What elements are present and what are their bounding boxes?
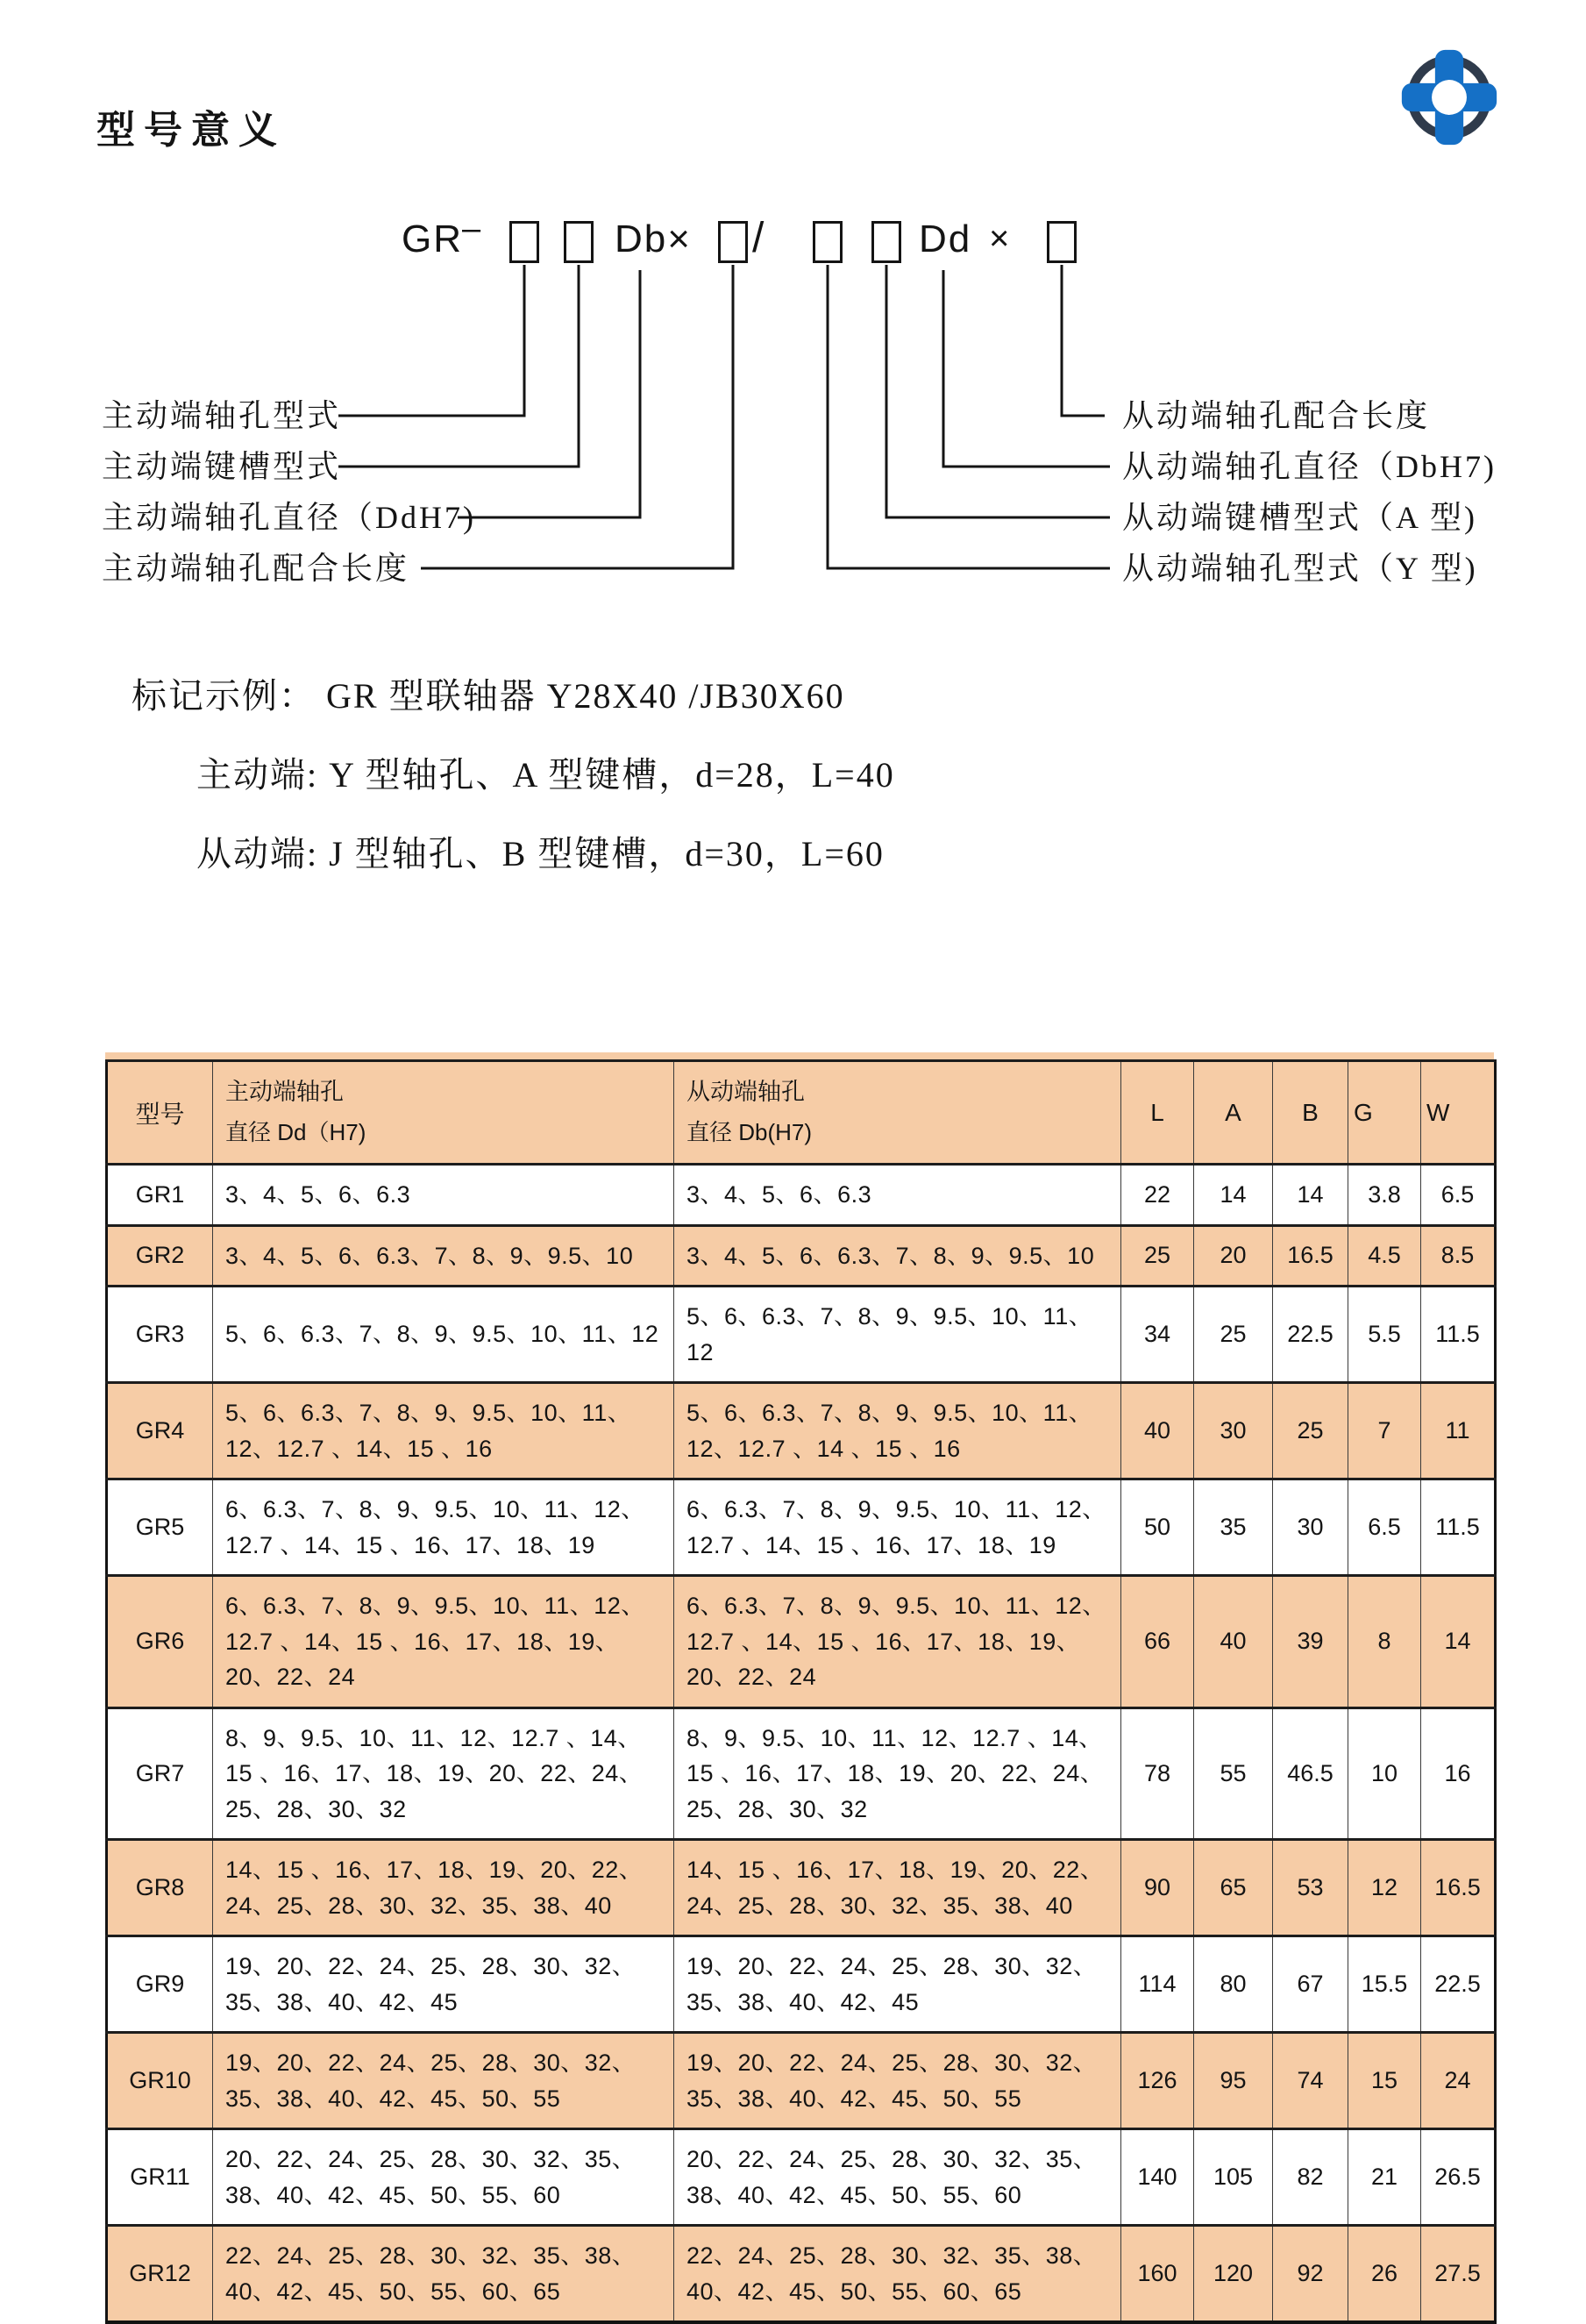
G-cell: 4.5 — [1348, 1225, 1421, 1287]
driven-bore-list-cell: 22、24、25、28、30、32、35、38、40、42、45、50、55、60、65 — [674, 2226, 1121, 2323]
W-cell: 11.5 — [1421, 1287, 1496, 1383]
diagram-label-driven-bore-type: 从动端轴孔型式（Y 型) — [1122, 551, 1478, 586]
drive-bore-list-cell: 22、24、25、28、30、32、35、38、40、42、45、50、55、60、65 — [213, 2226, 674, 2323]
table-row — [107, 1936, 1496, 2033]
header-driven-bore — [674, 1061, 1121, 1165]
G-cell: 26 — [1348, 2226, 1421, 2323]
A-cell: 20 — [1194, 1225, 1273, 1287]
W-cell: 11.5 — [1421, 1479, 1496, 1576]
spec-table — [105, 1059, 1497, 2324]
formula-times: × — [989, 219, 1012, 258]
model-cell: GR10 — [107, 2033, 213, 2129]
A-cell: 35 — [1194, 1479, 1273, 1576]
driven-bore-list-cell: 5、6、6.3、7、8、9、9.5、10、11、12、12.7 、14 、15 、16 — [674, 1383, 1121, 1479]
W-cell: 16 — [1421, 1707, 1496, 1840]
G-cell: 3.8 — [1348, 1165, 1421, 1226]
model-cell: GR8 — [107, 1840, 213, 1936]
formula-box-drive-bore-type — [509, 221, 539, 263]
B-cell: 14 — [1273, 1165, 1348, 1226]
B-cell: 82 — [1273, 2129, 1348, 2226]
diagram-label-driven-key-type: 从动端键槽型式（A 型) — [1122, 500, 1478, 535]
model-cell: GR5 — [107, 1479, 213, 1576]
A-cell: 95 — [1194, 2033, 1273, 2129]
model-cell: GR12 — [107, 2226, 213, 2323]
driven-bore-list-cell: 6、6.3、7、8、9、9.5、10、11、12、12.7 、14、15 、16、17、18、19、20、22、24 — [674, 1576, 1121, 1708]
header-W: W — [1421, 1061, 1496, 1165]
formula-box-driven-key-type — [871, 221, 901, 263]
A-cell: 40 — [1194, 1576, 1273, 1708]
A-cell: 30 — [1194, 1383, 1273, 1479]
diagram-label-drive-fit-length: 主动端轴孔配合长度 — [102, 551, 410, 586]
marking-example-driven-end: 从动端: J 型轴孔、B 型键槽，d=30，L=60 — [196, 834, 885, 873]
connector-line — [458, 270, 640, 517]
model-cell: GR7 — [107, 1707, 213, 1840]
header-driven-bore-title: 从动端轴孔 — [686, 1079, 805, 1106]
L-cell: 140 — [1121, 2129, 1194, 2226]
L-cell: 25 — [1121, 1225, 1194, 1287]
connector-line — [1062, 265, 1105, 416]
diagram-label-drive-bore-type: 主动端轴孔型式 — [102, 398, 342, 433]
L-cell: 50 — [1121, 1479, 1194, 1576]
L-cell: 66 — [1121, 1576, 1194, 1708]
table-row — [107, 1287, 1496, 1383]
G-cell: 15.5 — [1348, 1936, 1421, 2033]
coupling-center-hole — [1432, 80, 1467, 115]
W-cell: 6.5 — [1421, 1165, 1496, 1226]
page-title: 型号意义 — [96, 109, 286, 152]
drive-bore-list-cell: 3、4、5、6、6.3、7、8、9、9.5、10 — [213, 1225, 674, 1287]
header-G: G — [1348, 1061, 1421, 1165]
connector-line — [338, 265, 524, 416]
marking-example-title: 标记示例： GR 型联轴器 Y28X40 /JB30X60 — [132, 676, 845, 716]
diagram-label-driven-diameter: 从动端轴孔直径（DbH7) — [1122, 449, 1497, 484]
formula-box-drive-key-type — [564, 221, 594, 263]
header-row — [107, 1061, 1496, 1165]
W-cell: 26.5 — [1421, 2129, 1496, 2226]
formula-box-drive-fit-length — [718, 221, 748, 263]
B-cell: 30 — [1273, 1479, 1348, 1576]
formula-slash: / — [752, 215, 766, 261]
driven-bore-list-cell: 5、6、6.3、7、8、9、9.5、10、11、12 — [674, 1287, 1121, 1383]
L-cell: 22 — [1121, 1165, 1194, 1226]
connector-line — [886, 265, 1110, 517]
G-cell: 5.5 — [1348, 1287, 1421, 1383]
W-cell: 22.5 — [1421, 1936, 1496, 2033]
table-row — [107, 1165, 1496, 1226]
model-cell: GR4 — [107, 1383, 213, 1479]
drive-bore-list-cell: 6、6.3、7、8、9、9.5、10、11、12、12.7 、14、15 、16、17、18、19 — [213, 1479, 674, 1576]
company-logo — [1399, 47, 1499, 147]
W-cell: 8.5 — [1421, 1225, 1496, 1287]
table-row — [107, 1479, 1496, 1576]
A-cell: 25 — [1194, 1287, 1273, 1383]
model-cell: GR6 — [107, 1576, 213, 1708]
table-row — [107, 1383, 1496, 1479]
model-cell: GR1 — [107, 1165, 213, 1226]
G-cell: 8 — [1348, 1576, 1421, 1708]
table-row — [107, 2226, 1496, 2323]
L-cell: 90 — [1121, 1840, 1194, 1936]
model-cell: GR11 — [107, 2129, 213, 2226]
drive-bore-list-cell: 14、15 、16、17、18、19、20、22、24、25、28、30、32、35、38、40 — [213, 1840, 674, 1936]
formula-drive-diameter: Db× — [615, 217, 692, 260]
L-cell: 126 — [1121, 2033, 1194, 2129]
W-cell: 27.5 — [1421, 2226, 1496, 2323]
drive-bore-list-cell: 20、22、24、25、28、30、32、35、38、40、42、45、50、55、60 — [213, 2129, 674, 2226]
A-cell: 80 — [1194, 1936, 1273, 2033]
G-cell: 10 — [1348, 1707, 1421, 1840]
L-cell: 78 — [1121, 1707, 1194, 1840]
L-cell: 34 — [1121, 1287, 1194, 1383]
driven-bore-list-cell: 19、20、22、24、25、28、30、32、35、38、40、42、45、50、55 — [674, 2033, 1121, 2129]
W-cell: 16.5 — [1421, 1840, 1496, 1936]
table-row — [107, 1576, 1496, 1708]
driven-bore-list-cell: 3、4、5、6、6.3 — [674, 1165, 1121, 1226]
driven-bore-list-cell: 19、20、22、24、25、28、30、32、35、38、40、42、45 — [674, 1936, 1121, 2033]
B-cell: 39 — [1273, 1576, 1348, 1708]
L-cell: 40 — [1121, 1383, 1194, 1479]
header-L: L — [1121, 1061, 1194, 1165]
diagram-label-driven-fit-length: 从动端轴孔配合长度 — [1122, 398, 1431, 433]
model-cell: GR2 — [107, 1225, 213, 1287]
table-row — [107, 1225, 1496, 1287]
drive-bore-list-cell: 5、6、6.3、7、8、9、9.5、10、11、12、12.7 、14、15 、16 — [213, 1383, 674, 1479]
driven-bore-list-cell: 6、6.3、7、8、9、9.5、10、11、12、12.7 、14、15 、16、17、18、19 — [674, 1479, 1121, 1576]
B-cell: 53 — [1273, 1840, 1348, 1936]
table-row — [107, 2033, 1496, 2129]
table-top-band — [105, 1052, 1494, 1059]
G-cell: 15 — [1348, 2033, 1421, 2129]
formula-box-driven-fit-length — [1047, 221, 1077, 263]
drive-bore-list-cell: 6、6.3、7、8、9、9.5、10、11、12、12.7 、14、15 、16、17、18、19、20、22、24 — [213, 1576, 674, 1708]
driven-bore-list-cell: 3、4、5、6、6.3、7、8、9、9.5、10 — [674, 1225, 1121, 1287]
L-cell: 160 — [1121, 2226, 1194, 2323]
driven-bore-list-cell: 8、9、9.5、10、11、12、12.7 、14、15 、16、17、18、19、20、22、24、25、28、30、32 — [674, 1707, 1121, 1840]
drive-bore-list-cell: 5、6、6.3、7、8、9、9.5、10、11、12 — [213, 1287, 674, 1383]
G-cell: 7 — [1348, 1383, 1421, 1479]
A-cell: 55 — [1194, 1707, 1273, 1840]
header-B: B — [1273, 1061, 1348, 1165]
B-cell: 16.5 — [1273, 1225, 1348, 1287]
W-cell: 14 — [1421, 1576, 1496, 1708]
connector-line — [828, 265, 1110, 568]
A-cell: 14 — [1194, 1165, 1273, 1226]
B-cell: 22.5 — [1273, 1287, 1348, 1383]
formula-prefix: GR — [402, 217, 463, 260]
header-driven-bore-sub: 直径 Db(H7) — [686, 1119, 813, 1146]
drive-bore-list-cell: 3、4、5、6、6.3 — [213, 1165, 674, 1226]
header-drive-bore — [213, 1061, 674, 1165]
W-cell: 11 — [1421, 1383, 1496, 1479]
connector-line — [338, 265, 579, 467]
drive-bore-list-cell: 19、20、22、24、25、28、30、32、35、38、40、42、45 — [213, 1936, 674, 2033]
A-cell: 65 — [1194, 1840, 1273, 1936]
A-cell: 120 — [1194, 2226, 1273, 2323]
driven-bore-list-cell: 14、15 、16、17、18、19、20、22、24、25、28、30、32、35、38、40 — [674, 1840, 1121, 1936]
drive-bore-list-cell: 8、9、9.5、10、11、12、12.7 、14、15 、16、17、18、19、20、22、24、25、28、30、32 — [213, 1707, 674, 1840]
formula-driven-diameter: Dd — [919, 217, 972, 260]
header-model: 型号 — [107, 1061, 213, 1165]
spec-table-section — [105, 1052, 1494, 2324]
diagram-label-drive-key-type: 主动端键槽型式 — [102, 449, 342, 484]
drive-bore-list-cell: 19、20、22、24、25、28、30、32、35、38、40、42、45、50、55 — [213, 2033, 674, 2129]
table-row — [107, 2129, 1496, 2226]
B-cell: 74 — [1273, 2033, 1348, 2129]
G-cell: 12 — [1348, 1840, 1421, 1936]
B-cell: 46.5 — [1273, 1707, 1348, 1840]
header-drive-bore-sub: 直径 Dd（H7) — [225, 1119, 366, 1146]
model-cell: GR3 — [107, 1287, 213, 1383]
table-row — [107, 1840, 1496, 1936]
G-cell: 6.5 — [1348, 1479, 1421, 1576]
formula-box-driven-bore-type — [813, 221, 843, 263]
marking-example-drive-end: 主动端: Y 型轴孔、A 型键槽，d=28，L=40 — [196, 755, 895, 795]
formula-dash: – — [462, 210, 483, 247]
G-cell: 21 — [1348, 2129, 1421, 2226]
B-cell: 92 — [1273, 2226, 1348, 2323]
model-cell: GR9 — [107, 1936, 213, 2033]
B-cell: 67 — [1273, 1936, 1348, 2033]
driven-bore-list-cell: 20、22、24、25、28、30、32、35、38、40、42、45、50、55、60 — [674, 2129, 1121, 2226]
A-cell: 105 — [1194, 2129, 1273, 2226]
header-A: A — [1194, 1061, 1273, 1165]
W-cell: 24 — [1421, 2033, 1496, 2129]
L-cell: 114 — [1121, 1936, 1194, 2033]
connector-line — [943, 270, 1110, 467]
B-cell: 25 — [1273, 1383, 1348, 1479]
diagram-label-drive-diameter: 主动端轴孔直径（DdH7) — [102, 500, 476, 535]
header-drive-bore-title: 主动端轴孔 — [225, 1079, 344, 1106]
table-row — [107, 1707, 1496, 1840]
